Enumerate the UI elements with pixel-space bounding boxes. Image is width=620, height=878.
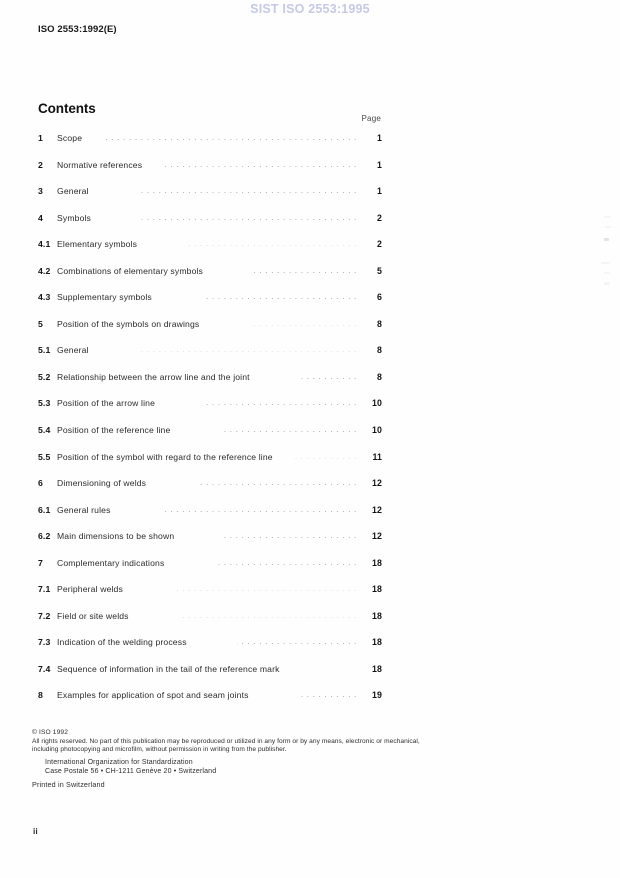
toc-entry-number: 1	[38, 133, 43, 143]
toc-entry-page: 5	[377, 265, 382, 276]
toc-row[interactable]	[38, 266, 382, 293]
toc-dot-leader	[249, 319, 357, 327]
toc-dot-leader	[202, 292, 357, 300]
toc-dot-leader	[302, 664, 357, 672]
toc-entry-number: 5.5	[38, 451, 51, 462]
toc-row[interactable]	[38, 133, 382, 160]
toc-entry-title: Position of the symbols on drawings	[57, 318, 200, 329]
toc-row[interactable]	[38, 239, 382, 266]
toc-entry-page: 8	[377, 371, 382, 382]
toc-entry-title: Examples for application of spot and seam joints	[57, 690, 249, 701]
toc-entry-title: Dimensioning of welds	[57, 478, 147, 489]
toc-dot-leader	[139, 186, 357, 194]
scan-artifact	[601, 262, 610, 264]
footer-block	[32, 729, 432, 789]
organization-name: International Organization for Standardization	[45, 759, 193, 767]
copyright-line: © ISO 1992	[32, 729, 69, 736]
toc-entry-title: Combinations of elementary symbols	[57, 265, 204, 276]
toc-row[interactable]	[38, 292, 382, 319]
address-block	[32, 758, 432, 776]
toc-entry-number: 4	[38, 212, 43, 223]
toc-entry-title: Elementary symbols	[57, 239, 138, 250]
toc-entry-number: 6.1	[38, 504, 51, 515]
toc-row[interactable]	[38, 478, 382, 505]
watermark-text: SIST ISO 2553:1995	[250, 2, 370, 16]
toc-entry-number: 7.3	[38, 637, 51, 648]
toc-row[interactable]	[38, 664, 382, 691]
toc-entry-title: Position of the arrow line	[57, 398, 156, 409]
toc-dot-leader	[295, 452, 357, 460]
toc-entry-number: 6	[38, 478, 43, 489]
toc-row[interactable]	[38, 452, 382, 479]
toc-row[interactable]	[38, 398, 382, 425]
toc-entry-page: 8	[377, 318, 382, 329]
scan-artifact	[604, 238, 609, 241]
toc-entry-page: 12	[372, 478, 382, 489]
toc-row[interactable]	[38, 345, 382, 372]
toc-entry-page: 1	[377, 186, 382, 197]
toc-entry-title: General rules	[57, 504, 111, 515]
toc-row[interactable]	[38, 319, 382, 346]
scan-artifact	[605, 226, 611, 228]
toc-entry-number: 7.2	[38, 610, 51, 621]
toc-entry-page: 19	[372, 690, 382, 701]
toc-dot-leader	[196, 478, 357, 486]
toc-dot-leader	[139, 345, 357, 353]
toc-entry-page: 11	[372, 451, 382, 462]
toc-row[interactable]	[38, 213, 382, 240]
toc-row[interactable]	[38, 372, 382, 399]
toc-entry-number: 4.1	[38, 239, 51, 250]
toc-entry-page: 8	[377, 345, 382, 356]
toc-entry-number: 7	[38, 557, 43, 568]
toc-row[interactable]	[38, 160, 382, 187]
toc-entry-title: Position of the reference line	[57, 425, 171, 436]
toc-entry-page: 1	[377, 133, 382, 143]
toc-dot-leader	[220, 425, 357, 433]
toc-entry-title: General	[57, 186, 89, 197]
toc-entry-number: 8	[38, 690, 43, 701]
toc-entry-page: 1	[377, 159, 382, 170]
toc-entry-number: 5.1	[38, 345, 51, 356]
toc-row[interactable]	[38, 531, 382, 558]
toc-entry-number: 4.3	[38, 292, 51, 303]
toc-entry-title: Field or site welds	[57, 610, 129, 621]
scan-artifact	[604, 282, 610, 285]
toc-dot-leader	[104, 133, 357, 141]
toc-entry-page: 12	[372, 504, 382, 515]
toc-entry-title: Main dimensions to be shown	[57, 531, 175, 542]
toc-dot-leader	[179, 611, 357, 619]
table-of-contents	[38, 133, 382, 717]
toc-dot-leader	[224, 531, 357, 539]
toc-dot-leader	[173, 584, 357, 592]
document-reference-header: ISO 2553:1992(E)	[38, 24, 117, 35]
toc-entry-title: Peripheral welds	[57, 584, 123, 595]
toc-entry-page: 2	[377, 239, 382, 250]
postal-address: Case Postale 56 • CH-1211 Genève 20 • Switzerland	[45, 768, 217, 776]
toc-dot-leader	[253, 266, 357, 274]
page-title: Contents	[38, 101, 96, 116]
rights-statement: All rights reserved. No part of this publication may be reproduced or utilized in any form or by any means, electronic or mechanical, including photocopying and microfilm, without permission in writing from the publisher.	[32, 737, 420, 754]
toc-entry-page: 6	[377, 292, 382, 303]
toc-entry-number: 5.4	[38, 425, 51, 436]
toc-entry-page: 18	[372, 610, 382, 621]
toc-dot-leader	[164, 160, 357, 168]
toc-dot-leader	[237, 637, 357, 645]
toc-entry-title: Indication of the welding process	[57, 637, 187, 648]
toc-dot-leader	[141, 213, 357, 221]
toc-entry-page: 18	[372, 557, 382, 568]
toc-entry-page: 18	[372, 663, 382, 674]
toc-dot-leader	[300, 372, 357, 380]
toc-row[interactable]	[38, 558, 382, 585]
toc-entry-title: Sequence of information in the tail of the reference mark	[57, 663, 280, 674]
toc-entry-title: General	[57, 345, 89, 356]
toc-entry-title: Position of the symbol with regard to the reference line	[57, 451, 273, 462]
printed-in-line: Printed in Switzerland	[32, 780, 105, 790]
page-column-header: Page	[361, 114, 381, 123]
toc-entry-title: Relationship between the arrow line and the joint	[57, 371, 250, 382]
toc-entry-number: 7.1	[38, 584, 51, 595]
toc-entry-title: Scope	[57, 133, 83, 143]
toc-entry-number: 2	[38, 159, 43, 170]
toc-entry-page: 18	[372, 637, 382, 648]
toc-dot-leader	[187, 239, 357, 247]
toc-entry-title: Symbols	[57, 212, 92, 223]
toc-entry-page: 12	[372, 531, 382, 542]
toc-row[interactable]	[38, 505, 382, 532]
toc-row[interactable]	[38, 611, 382, 638]
toc-entry-page: 10	[372, 398, 382, 409]
scan-artifact	[604, 272, 610, 274]
toc-entry-page: 2	[377, 212, 382, 223]
toc-entry-title: Supplementary symbols	[57, 292, 152, 303]
toc-row[interactable]	[38, 637, 382, 664]
toc-entry-page: 10	[372, 425, 382, 436]
toc-row[interactable]	[38, 690, 382, 717]
toc-row[interactable]	[38, 425, 382, 452]
toc-entry-number: 5.2	[38, 371, 51, 382]
toc-dot-leader	[161, 505, 357, 513]
toc-entry-number: 5.3	[38, 398, 51, 409]
toc-entry-number: 5	[38, 318, 43, 329]
toc-row[interactable]	[38, 186, 382, 213]
toc-dot-leader	[205, 398, 357, 406]
page-folio-number: ii	[33, 826, 38, 836]
toc-entry-number: 3	[38, 186, 43, 197]
toc-entry-number: 6.2	[38, 531, 51, 542]
toc-row[interactable]	[38, 584, 382, 611]
toc-entry-title: Normative references	[57, 159, 143, 170]
scan-artifact	[604, 216, 611, 218]
toc-entry-title: Complementary indications	[57, 557, 165, 568]
toc-entry-number: 4.2	[38, 265, 51, 276]
toc-entry-number: 7.4	[38, 663, 51, 674]
toc-entry-page: 18	[372, 584, 382, 595]
toc-dot-leader	[214, 558, 357, 566]
toc-dot-leader	[299, 690, 357, 698]
